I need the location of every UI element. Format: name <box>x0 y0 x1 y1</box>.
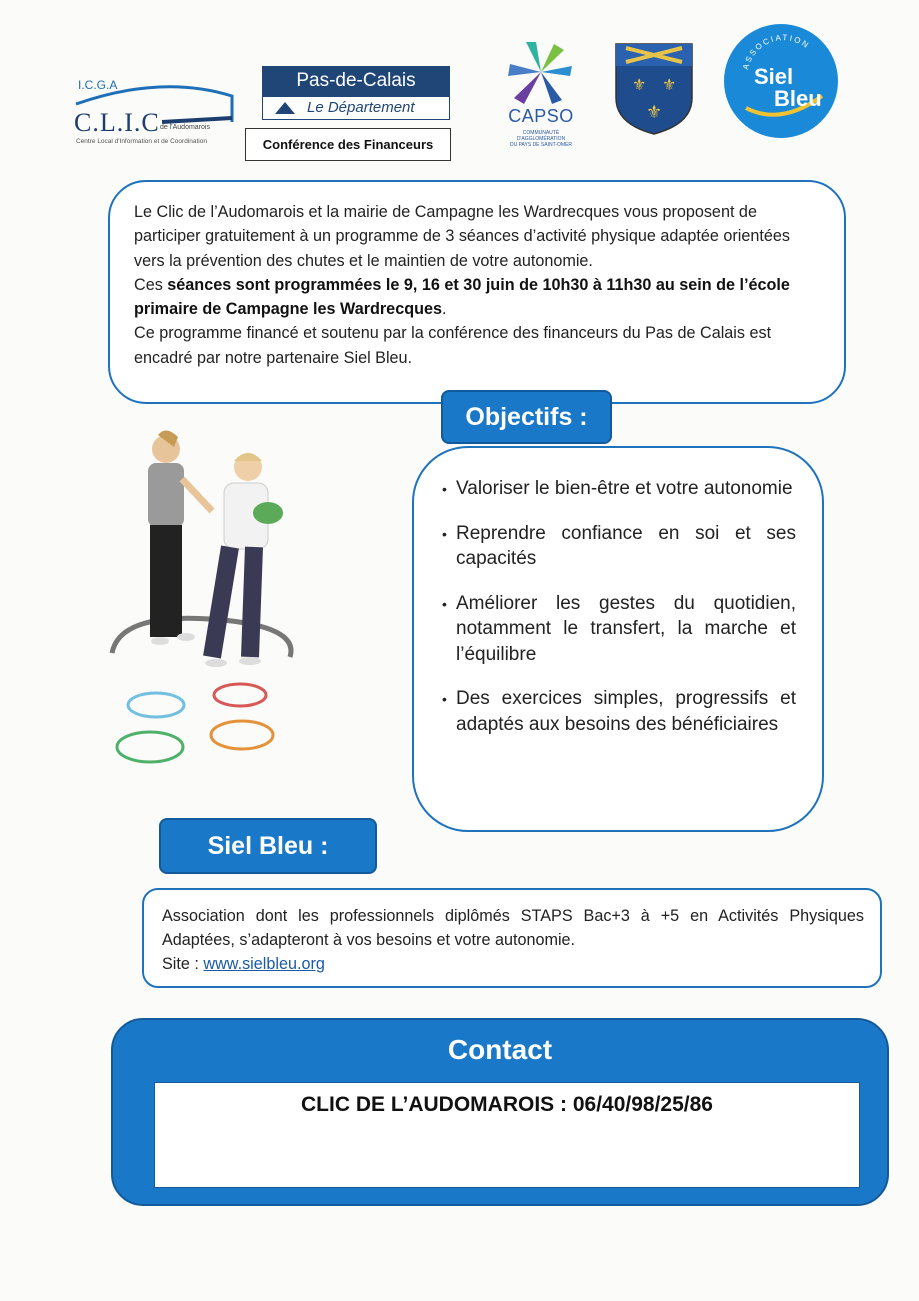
clic-tagline: Centre Local d'Information et de Coordination <box>76 138 207 145</box>
siel-bleu-text <box>162 904 864 976</box>
siel-bleu-line1: Siel <box>754 64 794 89</box>
contact-phone: CLIC DE L’AUDOMAROIS : 06/40/98/25/86 <box>301 1093 713 1116</box>
intro-p2-suffix: . <box>441 300 447 319</box>
capso-subtitle-line1: COMMUNAUTÉ D'AGGLOMÉRATION <box>516 130 566 142</box>
objectif-item: • Reprendre confiance en soi et ses capacités <box>442 521 796 572</box>
coat-of-arms-logo <box>612 40 696 136</box>
coat-of-arms-icon <box>612 40 696 136</box>
siel-bleu-logo <box>722 22 840 140</box>
objectifs-box <box>412 446 824 832</box>
objectif-item: • Des exercices simples, progressifs et adaptés aux besoins des bénéficiaires <box>442 686 796 737</box>
pas-de-calais-logo <box>262 66 450 122</box>
siel-bleu-website-link[interactable]: www.sielbleu.org <box>203 955 325 973</box>
capso-logo <box>498 40 584 148</box>
capso-subtitle-line2: DU PAYS DE SAINT-OMER <box>509 142 573 148</box>
intro-schedule: séances sont programmées le 9, 16 et 30 juin de 10h30 à 11h30 au sein de l’école primaire de Campagne les Wardrecques <box>134 275 790 319</box>
capso-star-icon <box>506 40 576 106</box>
objectif-item: • Valoriser le bien-être et votre autonomie <box>442 476 796 502</box>
exercise-people-icon <box>100 425 310 775</box>
siel-bleu-badge-icon <box>722 22 840 140</box>
contact-box <box>111 1018 889 1206</box>
intro-paragraph-3: Ce programme financé et soutenu par la conférence des financeurs du Pas de Calais est encadré par notre partenaire Siel Bleu. <box>134 324 772 367</box>
clic-sub-label: de l'Audomarois <box>160 124 210 131</box>
objectif-item: • Améliorer les gestes du quotidien, notamment le transfert, la marche et l’équilibre <box>442 591 796 668</box>
svg-text:⚜: ⚜ <box>646 102 663 123</box>
siel-bleu-box <box>142 888 882 988</box>
pas-de-calais-subtitle: Le Département <box>307 99 415 116</box>
siel-bleu-description: Association dont les professionnels diplômés STAPS Bac+3 à +5 en Activités Physiques Adaptées, s’adapteront à vos besoins et votre autonomie. <box>162 907 864 949</box>
svg-text:⚜: ⚜ <box>632 75 647 94</box>
clic-main-label: C.L.I.C <box>74 108 160 137</box>
site-label: Site : <box>162 955 204 973</box>
intro-p2-prefix: Ces <box>134 275 168 294</box>
conference-financeurs-label: Conférence des Financeurs <box>245 128 451 161</box>
pas-de-calais-subtitle-box <box>262 96 450 120</box>
svg-text:⚜: ⚜ <box>662 75 677 94</box>
contact-title: Contact <box>447 1034 553 1065</box>
clic-icga-label: I.C.G.A <box>78 78 118 92</box>
siel-bleu-line2: Bleu <box>774 86 822 111</box>
intro-paragraph-2 <box>134 273 824 322</box>
intro-box <box>108 180 846 404</box>
intro-text <box>134 200 824 370</box>
objectifs-list <box>442 476 796 756</box>
departement-arrow-icon <box>275 102 295 114</box>
siel-bleu-header: Siel Bleu : <box>159 818 377 874</box>
siel-bleu-site <box>162 952 864 976</box>
objectifs-header: Objectifs : <box>441 390 612 444</box>
contact-details <box>154 1082 860 1188</box>
clic-logo <box>72 78 240 150</box>
exercise-illustration <box>100 425 310 775</box>
intro-paragraph-1: Le Clic de l’Audomarois et la mairie de Campagne les Wardrecques vous proposent de participer gratuitement à un programme de 3 séances d’activité physique adaptée orientées vers la prévention des chutes et le maintien de votre autonomie. <box>134 203 790 270</box>
capso-name: CAPSO <box>508 106 574 126</box>
capso-subtitle <box>498 130 584 148</box>
siel-bleu-association-label: ASSOCIATION <box>741 33 812 71</box>
pas-de-calais-title: Pas-de-Calais <box>262 66 450 96</box>
